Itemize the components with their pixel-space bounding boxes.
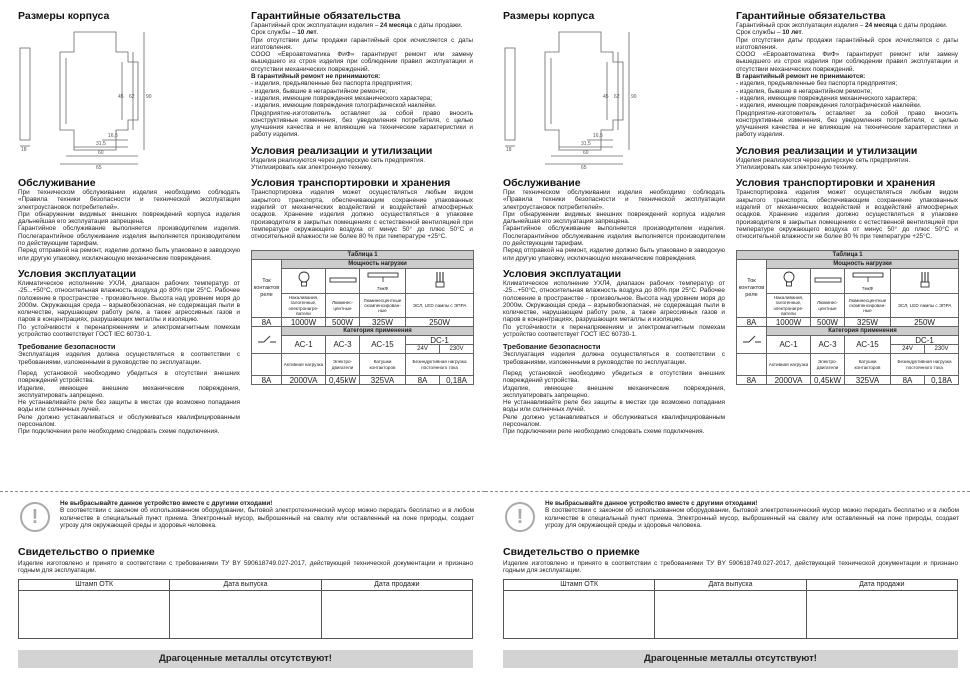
compensated-tube-icon — [851, 279, 885, 285]
column-otk-stamp: Штамп ОТК — [19, 579, 170, 590]
load-type-fluorescent: Люминес-центные — [811, 294, 845, 318]
dim-label-90: 90 — [631, 94, 637, 100]
acceptance-certificate — [503, 546, 958, 639]
esl-lamp-cell — [891, 269, 959, 294]
housing-dimensions-drawing — [503, 28, 653, 171]
left-column — [18, 10, 240, 436]
dc-voltage-24: 24V — [891, 345, 925, 354]
service-life-pre: Срок службы – — [736, 29, 783, 37]
certificate-text: Изделие изготовлено и принято в соответствии с требованиями ТУ BY 590618749.027-2017, действующей технической документации и признано годным для эксплуатации. — [503, 560, 958, 575]
load-value-compensated: 325W — [845, 318, 891, 327]
warranty-period-pre: Гарантийный срок эксплуатации изделия – — [736, 22, 866, 29]
esl-lamp-icon — [434, 286, 446, 292]
column-release-date: Дата выпуска — [655, 579, 806, 590]
dim-label-65: 65 — [96, 165, 102, 171]
disposal-heading: Условия реализации и утилизации — [251, 144, 433, 157]
operation-text: Климатическое исполнение УХЛ4, диапазон рабочих температур от -25...+50°С, относительная влажность воздуха до 80% при 25°С. Рабочее положение в пространстве - произвольное. Высота над уровнем моря до 2000м. Окружающая среда – взрывобезопасная, не содержащая пыли в количестве, нарушающем работу реле, а также агрессивных газов и паров в концентрациях, разрушающих металлы и изоляцию. По устойчивости к перенапряжениям и электромагнитным помехам устройство соответствует ГОСТ IEC 60730-1. — [503, 279, 725, 339]
current-header: Ток контактов реле — [737, 260, 767, 318]
load-table — [251, 250, 474, 385]
category-symbol-spacer — [737, 354, 767, 376]
service-life-post: . — [316, 29, 319, 37]
load-value-esl: 250W — [406, 318, 474, 327]
dim-label-60: 60 — [583, 150, 589, 156]
precious-metals-notice: Драгоценные металлы отсутствуют! — [503, 650, 958, 668]
disposal-warning — [499, 498, 959, 542]
exclamation-icon: ! — [505, 502, 535, 532]
warranty-period-post: с даты продажи. — [411, 22, 463, 29]
dim-label-18: 18 — [21, 147, 27, 153]
table-caption: Таблица 1 — [737, 251, 959, 260]
precious-metals-notice: Драгоценные металлы отсутствуют! — [18, 650, 473, 668]
current-value: 8А — [737, 318, 767, 327]
side-view-outline — [20, 48, 30, 140]
contact-symbol-cell — [737, 327, 767, 354]
esl-lamp-icon — [919, 286, 931, 292]
otk-stamp-field[interactable] — [19, 590, 170, 638]
warranty-text-2: Предприятие-изготовитель оставляет за собой право вносить конструктивные изменения, без уведомления потребителя, с целью улучшения качества и не влияющие на технические характеристики и работу изделия. — [736, 109, 958, 139]
category-value-ac15: 325VA — [360, 376, 406, 385]
dim-label-18: 18 — [506, 147, 512, 153]
relay-contact-icon — [742, 340, 762, 346]
load-table — [736, 250, 959, 385]
warning-text: В соответствии с законом об использованном оборудовании, бытовой электротехнический мусор можно передать бесплатно и в любом количестве в специальный пункт приема. Электронный мусор, выброшенный на свалку или оставленный на лоне природы, создает угрозу для окружающей среды и здоровья человека. — [545, 507, 959, 529]
relay-contact-icon — [257, 340, 277, 346]
fluorescent-tube-icon — [813, 281, 843, 287]
sale-date-field[interactable] — [321, 590, 472, 638]
disposal-text: Изделия реализуются через дилерскую сеть предприятия. Утилизировать как электронную технику. — [251, 156, 425, 172]
warranty-period-value: 24 месяца — [380, 22, 412, 29]
column-sale-date: Дата продажи — [806, 579, 957, 590]
warranty-period-pre: Гарантийный срок эксплуатации изделия – — [251, 22, 381, 29]
safety-heading: Требование безопасности — [18, 342, 116, 352]
load-value-compensated: 325W — [360, 318, 406, 327]
load-value-fluorescent: 500W — [811, 318, 845, 327]
warranty-period-post: с даты продажи. — [896, 22, 948, 29]
incandescent-lamp-cell — [767, 269, 811, 294]
operation-heading: Условия эксплуатации — [503, 267, 622, 280]
dimensions-heading: Размеры корпуса — [503, 10, 595, 22]
sale-date-field[interactable] — [806, 590, 957, 638]
warranty-not-accepted: В гарантийный ремонт не принимаются: — [251, 73, 381, 81]
category-type-active: Активная нагрузка — [282, 354, 326, 376]
load-value-incandescent: 1000W — [767, 318, 811, 327]
warranty-exclusions-list: - изделия, предъявленные без паспорта предприятия; - изделия, бывшие в негарантийном ремонте; - изделия, имеющие повреждения механического характера; - изделия, имеющие повреждения голографической наклейки. — [736, 80, 922, 110]
load-type-incandescent: Накаливания, галогенные, электронагре-ватели — [282, 294, 326, 318]
incandescent-lamp-icon — [782, 285, 796, 291]
load-type-incandescent: Накаливания, галогенные, электронагре-ватели — [767, 294, 811, 318]
operation-heading: Условия эксплуатации — [18, 267, 137, 280]
dimensions-heading: Размеры корпуса — [18, 10, 110, 22]
warranty-not-accepted: В гарантийный ремонт не принимаются: — [736, 73, 866, 81]
service-life — [251, 29, 473, 36]
load-header: Мощность нагрузки — [282, 260, 474, 269]
category-header: Категория применения — [767, 327, 959, 336]
safety-text-1: Эксплуатация изделия должна осуществляться в соответствии с требованиями, изложенными в руководстве по эксплуатации. — [503, 351, 725, 366]
dim-label-60: 60 — [98, 150, 104, 156]
compensated-tube-icon — [366, 279, 400, 285]
load-type-compensated: Люминесцентные скомпенсирован-ные — [360, 294, 406, 318]
category-value-dc24: 8А — [891, 376, 925, 385]
current-value: 8А — [252, 318, 282, 327]
contact-symbol-cell — [252, 327, 282, 354]
category-type-coils: Катушки контакторов — [360, 354, 406, 376]
service-life-pre: Срок службы – — [251, 29, 298, 37]
load-type-fluorescent: Люминес-центные — [326, 294, 360, 318]
category-value-dc230: 0,18А — [925, 376, 959, 385]
category-current: 8А — [252, 376, 282, 385]
capacitor-label: 7мкФ — [861, 286, 874, 292]
category-type-dc: Безиндуктивная нагрузка постоянного тока — [406, 354, 474, 376]
dim-label-31-5: 31,5 — [581, 141, 591, 147]
fluorescent-tube-icon — [328, 281, 358, 287]
dim-label-62: 62 — [129, 94, 135, 100]
warranty-text-2: Предприятие-изготовитель оставляет за собой право вносить конструктивные изменения, без уведомления потребителя, с целью улучшения качества и не влияющие на технические характеристики и работу изделия. — [251, 109, 473, 139]
warranty-period-value: 24 месяца — [865, 22, 897, 29]
warning-title: Не выбрасывайте данное устройство вместе с другими отходами! — [60, 500, 273, 507]
category-value-ac3: 0,45kW — [326, 376, 360, 385]
housing-dimensions-drawing — [18, 28, 168, 171]
passport-sheet-right — [485, 0, 970, 685]
category-ac3: АС-3 — [326, 336, 360, 354]
service-life-value: 10 лет — [297, 29, 317, 37]
release-date-field[interactable] — [170, 590, 321, 638]
load-type-esl: ЭСЛ, LED лампы с ЭПРА — [891, 294, 959, 318]
warranty-text-1: При отсутствии даты продажи гарантийный срок исчисляется с даты изготовления. СООО «Евроавтоматика ФиФ» гарантирует ремонт или замену вышедшего из строя изделия при соблюдении правил эксплуатации и отсутствии механических повреждений. — [736, 36, 958, 73]
category-dc1: DC-1 — [891, 336, 959, 345]
dc-voltage-24: 24V — [406, 345, 440, 354]
load-type-esl: ЭСЛ, LED лампы с ЭПРА — [406, 294, 474, 318]
warranty-exclusions-list: - изделия, предъявленные без паспорта предприятия; - изделия, бывшие в негарантийном ремонте; - изделия, имеющие повреждения механического характера; - изделия, имеющие повреждения голографической наклейки. — [251, 80, 437, 110]
warning-text-block — [60, 500, 474, 529]
service-life-value: 10 лет — [782, 29, 802, 37]
transport-heading: Условия транспортировки и хранения — [736, 177, 936, 190]
safety-text-2: Перед установкой необходимо убедиться в отсутствии внешних повреждений устройства. Изделие, имеющее внешние механические повреждения, эксплуатировать запрещено. Не устанавливайте реле без защиты в местах где возможно попадания воды или солнечных лучей. Реле должно устанавливаться и обслуживаться квалифицированным персоналом. При подключении реле необходимо следовать схеме подключения. — [503, 369, 725, 436]
front-view-outline — [545, 32, 623, 150]
dc-voltage-230: 230V — [925, 345, 959, 354]
warning-title: Не выбрасывайте данное устройство вместе с другими отходами! — [545, 500, 758, 507]
category-header: Категория применения — [282, 327, 474, 336]
incandescent-lamp-cell — [282, 269, 326, 294]
warranty-heading: Гарантийные обязательства — [736, 10, 886, 22]
certificate-heading: Свидетельство о приемке — [18, 546, 155, 558]
category-ac3: АС-3 — [811, 336, 845, 354]
category-ac15: АС-15 — [360, 336, 406, 354]
service-heading: Обслуживание — [18, 177, 96, 189]
dim-label-62: 62 — [614, 94, 620, 100]
disposal-heading: Условия реализации и утилизации — [736, 144, 918, 157]
column-release-date: Дата выпуска — [170, 579, 321, 590]
warning-text: В соответствии с законом об использованном оборудовании, бытовой электротехнический мусор можно передать бесплатно и в любом количестве в специальный пункт приема. Электронный мусор, выброшенный на свалку или оставленный на лоне природы, создает угрозу для окружающей среды и здоровья человека. — [60, 507, 474, 529]
disposal-warning — [14, 498, 474, 542]
cut-line — [0, 491, 485, 492]
certificate-text: Изделие изготовлено и принято в соответствии с требованиями ТУ BY 590618749.027-2017, действующей технической документации и признано годным для эксплуатации. — [18, 560, 473, 575]
dc-voltage-230: 230V — [440, 345, 474, 354]
category-ac15: АС-15 — [845, 336, 891, 354]
column-sale-date: Дата продажи — [321, 579, 472, 590]
warning-text-block — [545, 500, 959, 529]
safety-text-2: Перед установкой необходимо убедиться в отсутствии внешних повреждений устройства. Изделие, имеющее внешние механические повреждения, эксплуатировать запрещено. Не устанавливайте реле без защиты в местах где возможно попадания воды или солнечных лучей. Реле должно устанавливаться и обслуживаться квалифицированным персоналом. При подключении реле необходимо следовать схеме подключения. — [18, 369, 240, 436]
load-value-fluorescent: 500W — [326, 318, 360, 327]
service-life — [736, 29, 958, 36]
otk-stamp-field[interactable] — [504, 590, 655, 638]
category-value-ac1: 2000VA — [282, 376, 326, 385]
exclamation-icon: ! — [20, 502, 50, 532]
right-column — [251, 10, 473, 385]
service-text: При техническом обслуживании изделия необходимо соблюдать «Правила техники безопасности и технической эксплуатации электроустановок потребителей». При обнаружении видимых внешних повреждений корпуса изделия дальнейшая его эксплуатация запрещена. Гарантийное обслуживание выполняется производителем изделия. Послегарантийное обслуживание изделия выполняется производителем по действующим тарифам. Перед отправкой на ремонт, изделие должно быть упаковано в заводскую или другую упаковку, исключающую механические повреждения. — [503, 189, 725, 262]
column-otk-stamp: Штамп ОТК — [504, 579, 655, 590]
disposal-text: Изделия реализуются через дилерскую сеть предприятия. Утилизировать как электронную технику. — [736, 156, 910, 172]
fluorescent-lamp-cell — [326, 269, 360, 294]
capacitor-label: 7мкФ — [376, 286, 389, 292]
dim-label-45: 45 — [603, 94, 609, 100]
category-symbol-spacer — [252, 354, 282, 376]
table-caption: Таблица 1 — [252, 251, 474, 260]
compensated-lamp-cell — [360, 269, 406, 294]
service-life-post: . — [801, 29, 804, 37]
transport-text: Транспортировка изделия может осуществляться любым видом закрытого транспорта, обеспечивающим сохранение упакованных изделий от механических воздействий и воздействий атмосферных осадков. Хранение изделия должно осуществляться в упаковке производителя в закрытых помещениях с естественной вентиляцией при температуре окружающего воздуха от минус 50° до плюс 50°С и относительной влажности не более 80 % при температуре +25°С. — [251, 189, 473, 241]
certificate-heading: Свидетельство о приемке — [503, 546, 640, 558]
category-current: 8А — [737, 376, 767, 385]
warranty-heading: Гарантийные обязательства — [251, 10, 401, 22]
certificate-table — [18, 579, 473, 639]
service-text: При техническом обслуживании изделия необходимо соблюдать «Правила техники безопасности и технической эксплуатации электроустановок потребителей». При обнаружении видимых внешних повреждений корпуса изделия дальнейшая его эксплуатация запрещена. Гарантийное обслуживание выполняется производителем изделия. Послегарантийное обслуживание изделия выполняется производителем по действующим тарифам. Перед отправкой на ремонт, изделие должно быть упаковано в заводскую или другую упаковку, исключающую механические повреждения. — [18, 189, 240, 262]
dim-label-31-5: 31,5 — [96, 141, 106, 147]
category-value-ac1: 2000VA — [767, 376, 811, 385]
dim-label-45: 45 — [118, 94, 124, 100]
load-value-esl: 250W — [891, 318, 959, 327]
category-type-coils: Катушки контакторов — [845, 354, 891, 376]
load-type-compensated: Люминесцентные скомпенсирован-ные — [845, 294, 891, 318]
category-type-motors: Электро-двигатели — [326, 354, 360, 376]
compensated-lamp-cell — [845, 269, 891, 294]
current-header: Ток контактов реле — [252, 260, 282, 318]
cut-line — [485, 491, 970, 492]
category-type-active: Активная нагрузка — [767, 354, 811, 376]
category-ac1: АС-1 — [767, 336, 811, 354]
side-view-outline — [505, 48, 515, 140]
fluorescent-lamp-cell — [811, 269, 845, 294]
category-value-dc24: 8А — [406, 376, 440, 385]
load-header: Мощность нагрузки — [767, 260, 959, 269]
dim-label-16-5: 16,5 — [593, 133, 603, 139]
safety-heading: Требование безопасности — [503, 342, 601, 352]
incandescent-lamp-icon — [297, 285, 311, 291]
category-value-ac15: 325VA — [845, 376, 891, 385]
transport-text: Транспортировка изделия может осуществляться любым видом закрытого транспорта, обеспечивающим сохранение упакованных изделий от механических воздействий и воздействий атмосферных осадков. Хранение изделия должно осуществляться в упаковке производителя в закрытых помещениях с естественной вентиляцией при температуре окружающего воздуха от минус 50° до плюс 50°С и относительной влажности не более 80 % при температуре +25°С. — [736, 189, 958, 241]
esl-lamp-cell — [406, 269, 474, 294]
left-column — [503, 10, 725, 436]
acceptance-certificate — [18, 546, 473, 639]
category-type-motors: Электро-двигатели — [811, 354, 845, 376]
safety-text-1: Эксплуатация изделия должна осуществляться в соответствии с требованиями, изложенными в руководстве по эксплуатации. — [18, 351, 240, 366]
category-ac1: АС-1 — [282, 336, 326, 354]
warranty-text-1: При отсутствии даты продажи гарантийный срок исчисляется с даты изготовления. СООО «Евроавтоматика ФиФ» гарантирует ремонт или замену вышедшего из строя изделия при соблюдении правил эксплуатации и отсутствии механических повреждений. — [251, 36, 473, 73]
front-view-outline — [60, 32, 138, 150]
transport-heading: Условия транспортировки и хранения — [251, 177, 451, 190]
category-type-dc: Безиндуктивная нагрузка постоянного тока — [891, 354, 959, 376]
dim-label-65: 65 — [581, 165, 587, 171]
dim-label-16-5: 16,5 — [108, 133, 118, 139]
category-value-dc230: 0,18А — [440, 376, 474, 385]
right-column — [736, 10, 958, 385]
dim-label-90: 90 — [146, 94, 152, 100]
operation-text: Климатическое исполнение УХЛ4, диапазон рабочих температур от -25...+50°С, относительная влажность воздуха до 80% при 25°С. Рабочее положение в пространстве - произвольное. Высота над уровнем моря до 2000м. Окружающая среда – взрывобезопасная, не содержащая пыли в количестве, нарушающем работу реле, а также агрессивных газов и паров в концентрациях, разрушающих металлы и изоляцию. По устойчивости к перенапряжениям и электромагнитным помехам устройство соответствует ГОСТ IEC 60730-1. — [18, 279, 240, 339]
load-value-incandescent: 1000W — [282, 318, 326, 327]
category-dc1: DC-1 — [406, 336, 474, 345]
service-heading: Обслуживание — [503, 177, 581, 189]
category-value-ac3: 0,45kW — [811, 376, 845, 385]
certificate-table — [503, 579, 958, 639]
release-date-field[interactable] — [655, 590, 806, 638]
